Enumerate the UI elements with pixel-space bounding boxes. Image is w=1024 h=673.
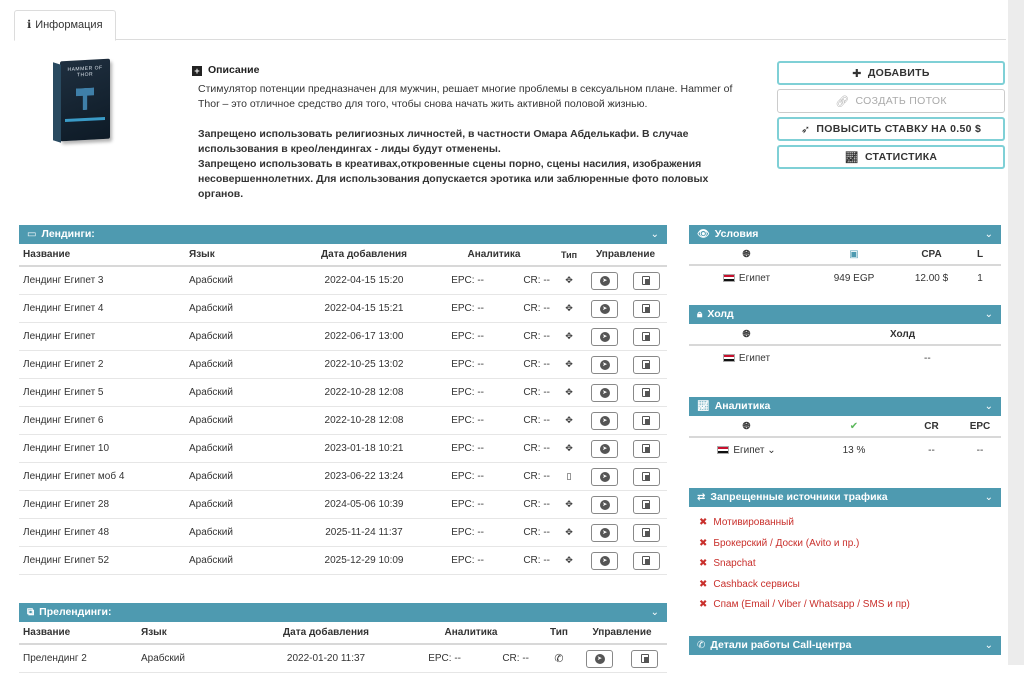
chevron-down-icon[interactable]: ⌄ xyxy=(650,607,659,618)
landing-controls xyxy=(584,412,667,430)
copy-icon xyxy=(642,360,650,369)
telegram-button[interactable] xyxy=(591,524,618,542)
product-box xyxy=(60,59,110,142)
landing-language: Арабский xyxy=(189,415,233,426)
forbidden-source-item: ✖ Cashback сервисы xyxy=(699,578,800,590)
chevron-down-icon[interactable]: ⌄ xyxy=(984,640,993,651)
landing-cr: CR: -- xyxy=(523,359,550,370)
telegram-button[interactable] xyxy=(591,468,618,486)
landing-cr: CR: -- xyxy=(523,471,550,482)
landing-language: Арабский xyxy=(189,387,233,398)
expand-icon: ✥ xyxy=(565,387,573,397)
chevron-down-icon: ⌄ xyxy=(764,444,776,456)
landing-cr: CR: -- xyxy=(523,331,550,342)
landing-type xyxy=(554,499,584,510)
landing-epc: EPC: -- xyxy=(451,387,484,398)
raise-bid-button[interactable]: ➶ ПОВЫСИТЬ СТАВКУ НА 0.50 $ xyxy=(777,117,1005,141)
landing-language: Арабский xyxy=(189,499,233,510)
forbidden-source-item: ✖ Брокерский / Доски (Avito и пр.) xyxy=(699,537,860,549)
landing-epc: EPC: -- xyxy=(451,331,484,342)
landing-controls xyxy=(584,468,667,486)
landing-date: 2022-04-15 15:20 xyxy=(324,275,404,286)
prelanding-language: Арабский xyxy=(141,653,185,664)
table-row xyxy=(19,547,667,575)
prelanding-epc: EPC: -- xyxy=(428,653,461,664)
landings-header[interactable]: ▭ Лендинги: ⌄ xyxy=(19,225,667,244)
landing-language: Арабский xyxy=(189,331,233,342)
copy-icon xyxy=(642,472,650,481)
close-icon: ✖ xyxy=(699,517,708,528)
lock-icon: 🔒︎ xyxy=(697,309,703,320)
hold-panel: 🔒︎ Холд ⌄ 🌐︎ Холд Египет -- xyxy=(689,305,1001,370)
prelanding-cr: CR: -- xyxy=(502,653,529,664)
copy-icon xyxy=(642,332,650,341)
telegram-button[interactable] xyxy=(591,328,618,346)
tab-label: Информация xyxy=(35,19,103,31)
landing-cr: CR: -- xyxy=(523,387,550,398)
landing-date: 2023-01-18 10:21 xyxy=(324,443,404,454)
prelanding-name[interactable]: Прелендинг 2 xyxy=(23,653,87,664)
table-row xyxy=(19,295,667,323)
landing-name[interactable]: Лендинг Египет 4 xyxy=(23,303,104,314)
telegram-icon: ➤ xyxy=(600,332,610,342)
page-right-edge xyxy=(1008,0,1024,665)
landing-epc: EPC: -- xyxy=(451,359,484,370)
landing-epc: EPC: -- xyxy=(451,303,484,314)
copy-icon xyxy=(642,556,650,565)
landing-language: Арабский xyxy=(189,527,233,538)
table-row xyxy=(19,645,667,673)
landing-name[interactable]: Лендинг Египет 52 xyxy=(23,555,110,566)
copy-icon xyxy=(642,276,650,285)
telegram-icon: ➤ xyxy=(600,360,610,370)
landing-date: 2025-11-24 11:37 xyxy=(325,527,403,538)
chart-line-icon: 📈︎ xyxy=(697,401,710,412)
chevron-down-icon[interactable]: ⌄ xyxy=(984,229,993,240)
landing-type xyxy=(554,415,584,426)
close-icon: ✖ xyxy=(699,558,708,569)
landing-name[interactable]: Лендинг Египет 10 xyxy=(23,443,110,454)
landings-panel xyxy=(19,225,667,575)
copy-button[interactable] xyxy=(633,412,660,430)
telegram-button[interactable] xyxy=(591,384,618,402)
check-icon: ✔ xyxy=(849,420,859,432)
description-heading: + Описание xyxy=(192,63,752,78)
landing-cr: CR: -- xyxy=(523,499,550,510)
copy-button[interactable] xyxy=(633,300,660,318)
expand-icon: ✥ xyxy=(565,359,573,369)
landing-date: 2022-06-17 13:00 xyxy=(324,331,404,342)
landing-type xyxy=(554,331,584,342)
telegram-icon: ➤ xyxy=(600,472,610,482)
table-row xyxy=(19,463,667,491)
forbidden-sources-header[interactable]: ⇄ Запрещенные источники трафика ⌄ xyxy=(689,488,1001,507)
forbidden-sources-panel xyxy=(689,488,1001,616)
telegram-icon: ➤ xyxy=(600,276,610,286)
landing-type xyxy=(554,555,584,566)
landing-controls xyxy=(584,300,667,318)
close-icon: ✖ xyxy=(699,578,708,590)
landing-name[interactable]: Лендинг Египет 3 xyxy=(23,275,104,286)
statistics-button[interactable]: 📈︎ СТАТИСТИКА xyxy=(777,145,1005,169)
landing-date: 2022-10-28 12:08 xyxy=(324,387,404,398)
landing-cr: CR: -- xyxy=(523,303,550,314)
copy-button[interactable] xyxy=(633,384,660,402)
expand-icon: ✥ xyxy=(565,499,573,509)
conditions-header[interactable]: 👁︎ Условия ⌄ xyxy=(689,225,1001,244)
landing-type xyxy=(554,275,584,286)
expand-icon: ✥ xyxy=(565,415,573,425)
handshake-icon: 👁︎ xyxy=(697,229,710,240)
landing-type xyxy=(554,387,584,398)
expand-icon: ✥ xyxy=(565,443,573,453)
telegram-button[interactable] xyxy=(591,552,618,570)
tab-information[interactable] xyxy=(14,10,116,41)
phone-icon: ✆ xyxy=(697,640,706,651)
landing-date: 2025-12-29 10:09 xyxy=(324,555,404,566)
money-icon: ▣ xyxy=(849,248,859,260)
landing-cr: CR: -- xyxy=(523,275,550,286)
landing-cr: CR: -- xyxy=(523,527,550,538)
landing-name[interactable]: Лендинг Египет 28 xyxy=(23,499,110,510)
table-row xyxy=(19,323,667,351)
country-dropdown[interactable]: Египет ⌄ xyxy=(689,445,804,456)
globe-icon: 🌐︎ xyxy=(742,420,751,432)
landing-epc: EPC: -- xyxy=(451,527,484,538)
copy-button[interactable] xyxy=(633,468,660,486)
callcenter-header[interactable]: ✆ Детали работы Call-центра ⌄ xyxy=(689,636,1001,655)
description xyxy=(192,63,752,202)
prelanding-type xyxy=(541,652,577,665)
mobile-icon: ▯ xyxy=(566,471,572,481)
hammer-icon xyxy=(76,88,94,111)
landing-name[interactable]: Лендинг Египет xyxy=(23,331,96,342)
landing-controls xyxy=(584,552,667,570)
telegram-button[interactable] xyxy=(591,440,618,458)
expand-icon: ✥ xyxy=(565,527,573,537)
globe-icon: 🌐︎ xyxy=(742,248,751,260)
conditions-panel: 👁︎ Условия ⌄ 🌐︎ ▣ CPA L Египет 949 EGP 12.00 $ 1 xyxy=(689,225,1001,290)
window-icon: ▭ xyxy=(27,229,37,240)
landing-controls xyxy=(584,524,667,542)
close-icon: ✖ xyxy=(699,599,708,610)
copy-button[interactable] xyxy=(633,524,660,542)
table-row xyxy=(19,351,667,379)
landing-epc: EPC: -- xyxy=(451,471,484,482)
egypt-flag-icon xyxy=(717,446,729,454)
landings-table-body xyxy=(19,267,667,575)
copy-icon xyxy=(642,304,650,313)
table-row xyxy=(19,435,667,463)
landing-epc: EPC: -- xyxy=(451,415,484,426)
landing-cr: CR: -- xyxy=(523,415,550,426)
telegram-button[interactable] xyxy=(591,272,618,290)
tab-bar xyxy=(14,8,1006,40)
copy-button[interactable] xyxy=(633,272,660,290)
landings-table-head: Название Язык Дата добавления Аналитика Тип Управление xyxy=(19,244,667,267)
telegram-icon: ➤ xyxy=(600,528,610,538)
copy-icon xyxy=(642,444,650,453)
add-button[interactable]: ✚ ДОБАВИТЬ xyxy=(777,61,1005,85)
forbidden-source-item: ✖ Спам (Email / Viber / Whatsapp / SMS и пр) xyxy=(699,599,910,610)
landing-controls xyxy=(584,440,667,458)
landing-controls xyxy=(584,272,667,290)
prelandings-header[interactable]: ⧉ Прелендинги: ⌄ xyxy=(19,603,667,622)
forbidden-source-item: ✖ Мотивированный xyxy=(699,517,794,528)
landing-date: 2023-06-22 13:24 xyxy=(324,471,404,482)
landing-language: Арабский xyxy=(189,555,233,566)
close-icon: ✖ xyxy=(699,537,708,549)
expand-icon: ✥ xyxy=(565,303,573,313)
landing-controls xyxy=(584,328,667,346)
link-icon: 🔗︎ xyxy=(835,95,850,108)
landing-epc: EPC: -- xyxy=(451,555,484,566)
landing-language: Арабский xyxy=(189,471,233,482)
prelandings-panel xyxy=(19,603,667,673)
landing-name[interactable]: Лендинг Египет 5 xyxy=(23,387,104,398)
callcenter-panel xyxy=(689,636,1001,655)
landing-language: Арабский xyxy=(189,303,233,314)
windows-icon: ⧉ xyxy=(27,607,35,618)
prelandings-table-head: Название Язык Дата добавления Аналитика Тип Управление xyxy=(19,622,667,645)
landing-type xyxy=(554,359,584,370)
description-warning-2: Запрещено использовать в креативах,откровенные сцены порно, сцены насилия, изображения несовершеннолетних. Для использования допускается эротика или заблюренные фото половых органов. xyxy=(198,158,709,200)
copy-button[interactable] xyxy=(633,356,660,374)
copy-button[interactable] xyxy=(633,496,660,514)
action-buttons xyxy=(777,61,1005,173)
table-row xyxy=(19,379,667,407)
landing-name[interactable]: Лендинг Египет 6 xyxy=(23,415,104,426)
globe-icon: 🌐︎ xyxy=(742,328,751,340)
phone-icon: ✆ xyxy=(554,653,564,665)
copy-icon xyxy=(642,528,650,537)
prelandings-table-body xyxy=(19,645,667,673)
telegram-icon: ➤ xyxy=(600,500,610,510)
telegram-button[interactable] xyxy=(591,412,618,430)
egypt-flag-icon xyxy=(723,274,735,282)
table-row xyxy=(19,491,667,519)
analytics-row: Египет ⌄ 13 % -- -- xyxy=(689,438,1001,462)
landing-controls xyxy=(584,496,667,514)
product-image xyxy=(52,56,114,142)
telegram-icon: ➤ xyxy=(600,444,610,454)
landing-epc: EPC: -- xyxy=(451,499,484,510)
landing-type xyxy=(554,303,584,314)
chevron-down-icon[interactable]: ⌄ xyxy=(984,309,993,320)
exchange-icon: ⇄ xyxy=(697,492,706,503)
hold-row: Египет -- xyxy=(689,346,1001,370)
landing-type xyxy=(554,527,584,538)
landing-epc: EPC: -- xyxy=(451,443,484,454)
expand-icon: ✥ xyxy=(565,275,573,285)
copy-icon xyxy=(642,388,650,397)
prelanding-date: 2022-01-20 11:37 xyxy=(286,653,366,664)
chevron-down-icon[interactable]: ⌄ xyxy=(650,229,659,240)
telegram-icon: ➤ xyxy=(600,304,610,314)
landing-date: 2024-05-06 10:39 xyxy=(324,499,404,510)
landing-type xyxy=(554,443,584,454)
telegram-button[interactable] xyxy=(591,300,618,318)
copy-icon xyxy=(642,500,650,509)
create-flow-button[interactable]: 🔗︎ СОЗДАТЬ ПОТОК xyxy=(777,89,1005,113)
expand-icon: ✥ xyxy=(565,331,573,341)
landing-cr: CR: -- xyxy=(523,555,550,566)
landing-name[interactable]: Лендинг Египет моб 4 xyxy=(23,471,125,482)
landing-language: Арабский xyxy=(189,443,233,454)
description-warning-1: Запрещено использовать религиозных личностей, в частности Омара Абделькафи. В случае использования в крео/лендингах - лиды будут отменены. xyxy=(198,128,689,155)
product-logo: HAMMER OF THOR xyxy=(67,65,103,79)
chart-line-icon: 📈︎ xyxy=(844,151,859,164)
rocket-icon: ➶ xyxy=(800,123,811,136)
copy-button[interactable] xyxy=(633,552,660,570)
analytics-panel: 📈︎ Аналитика ⌄ 🌐︎ ✔ CR EPC Египет ⌄ 13 % -- -- xyxy=(689,397,1001,462)
table-row xyxy=(19,407,667,435)
chevron-down-icon[interactable]: ⌄ xyxy=(984,492,993,503)
landing-language: Арабский xyxy=(189,275,233,286)
telegram-button[interactable] xyxy=(591,356,618,374)
landing-date: 2022-10-25 13:02 xyxy=(324,359,404,370)
telegram-icon: ➤ xyxy=(600,388,610,398)
landing-type xyxy=(554,471,584,482)
telegram-button[interactable] xyxy=(591,496,618,514)
expand-icon: ✥ xyxy=(565,555,573,565)
telegram-icon: ➤ xyxy=(600,556,610,566)
landing-controls xyxy=(584,356,667,374)
forbidden-source-item: ✖ Snapchat xyxy=(699,558,756,569)
landing-epc: EPC: -- xyxy=(451,275,484,286)
analytics-header[interactable]: 📈︎ Аналитика ⌄ xyxy=(689,397,1001,416)
info-icon: ℹ xyxy=(27,19,32,31)
hold-header[interactable]: 🔒︎ Холд ⌄ xyxy=(689,305,1001,324)
copy-icon xyxy=(642,416,650,425)
chevron-down-icon[interactable]: ⌄ xyxy=(984,401,993,412)
forbidden-sources-list xyxy=(689,507,1001,616)
table-row xyxy=(19,519,667,547)
table-row xyxy=(19,267,667,295)
landing-name[interactable]: Лендинг Египет 2 xyxy=(23,359,104,370)
plus-icon: ✚ xyxy=(852,67,862,80)
plus-square-icon: + xyxy=(192,66,202,76)
description-text: Стимулятор потенции предназначен для мужчин, решает многие проблемы в сексуальном плане. Hammer of Thor – это отличное средство для того, чтобы снова начать жить активной половой жизнью. xyxy=(198,83,733,110)
copy-icon xyxy=(641,654,649,663)
copy-button[interactable] xyxy=(633,328,660,346)
telegram-icon: ➤ xyxy=(600,416,610,426)
landing-cr: CR: -- xyxy=(523,443,550,454)
landing-controls xyxy=(584,384,667,402)
egypt-flag-icon xyxy=(723,354,735,362)
landing-date: 2022-10-28 12:08 xyxy=(324,415,404,426)
copy-button[interactable] xyxy=(633,440,660,458)
conditions-row: Египет 949 EGP 12.00 $ 1 xyxy=(689,266,1001,290)
landing-name[interactable]: Лендинг Египет 48 xyxy=(23,527,110,538)
landing-language: Арабский xyxy=(189,359,233,370)
telegram-icon: ➤ xyxy=(595,654,605,664)
landing-date: 2022-04-15 15:21 xyxy=(324,303,404,314)
